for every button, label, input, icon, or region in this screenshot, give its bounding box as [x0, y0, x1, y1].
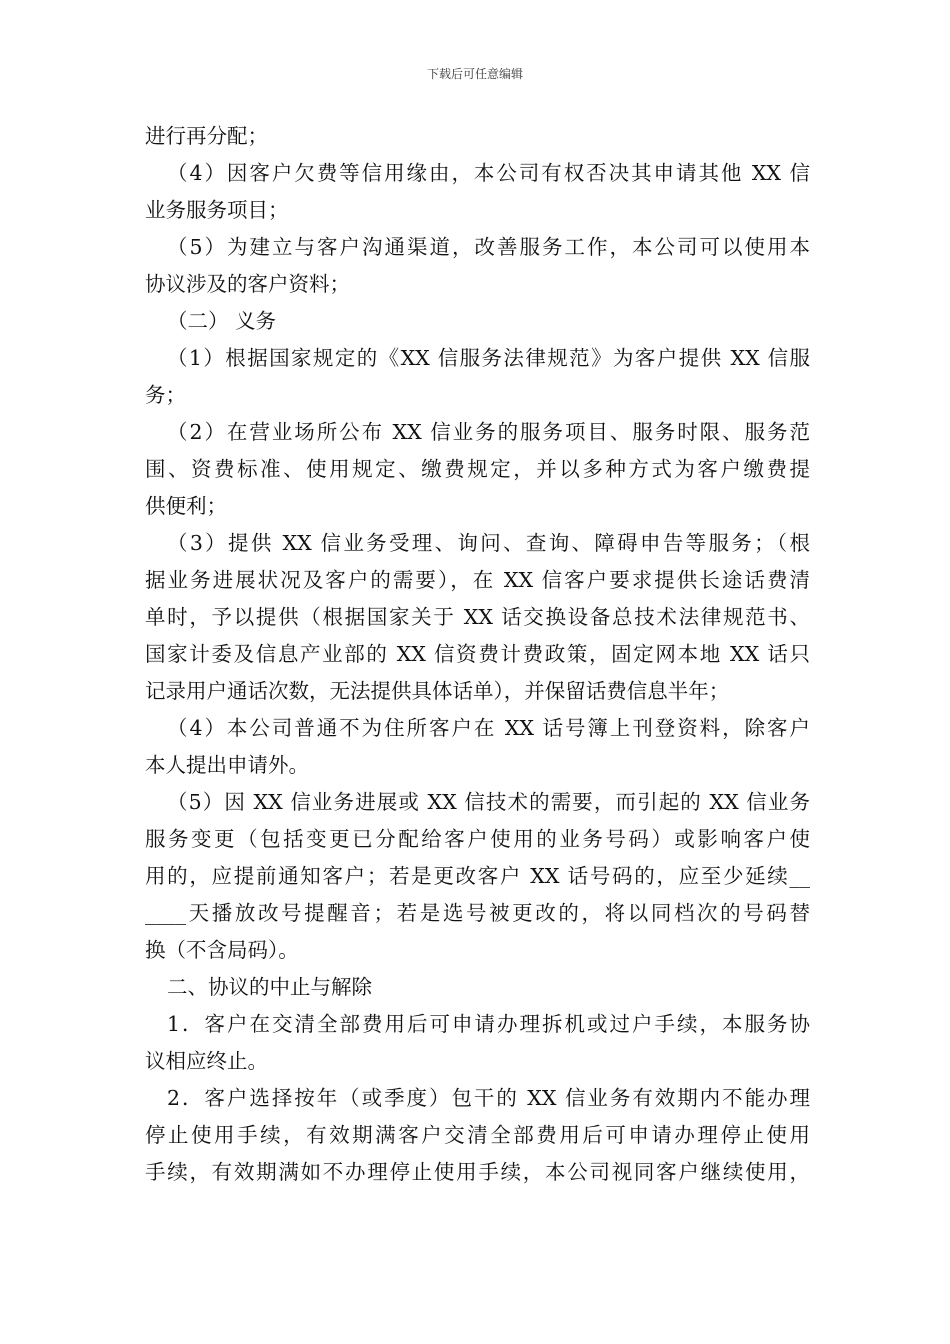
text-line: 据业务进展状况及客户的需要），在 XX 信客户要求提供长途话费清: [145, 568, 810, 592]
text-line: 服务变更（包括变更已分配给客户使用的业务号码）或影响客户使: [145, 827, 810, 851]
text-line: 协议涉及的客户资料；: [145, 272, 350, 296]
page-header: 下载后可任意编辑: [426, 67, 523, 81]
text-line: 停止使用手续，有效期满客户交清全部费用后可申请办理停止使用: [145, 1123, 810, 1147]
text-line: 业务服务项目；: [145, 198, 289, 222]
text-line: 换（不含局码）。: [145, 938, 299, 962]
text-line: 国家计委及信息产业部的 XX 信资费计费政策，固定网本地 XX 话只: [145, 642, 810, 666]
text-line: （2）在营业场所公布 XX 信业务的服务项目、服务时限、服务范: [167, 420, 810, 444]
text-line: 记录用户通话次数，无法提供具体话单），并保留话费信息半年；: [145, 679, 730, 703]
text-line: 单时，予以提供（根据国家关于 XX 话交换设备总技术法律规范书、: [145, 605, 810, 629]
text-line: （5）为建立与客户沟通渠道，改善服务工作，本公司可以使用本: [167, 235, 810, 259]
text-line: 本人提出申请外。: [145, 753, 309, 777]
text-line: （5）因 XX 信业务进展或 XX 信技术的需要，而引起的 XX 信业务: [167, 790, 810, 814]
document-body: [145, 118, 810, 1191]
text-line: （二） 义务: [167, 309, 277, 333]
text-line: 供便利；: [145, 494, 227, 518]
text-line: 1．客户在交清全部费用后可申请办理拆机或过户手续，本服务协: [167, 1012, 810, 1036]
text-line: （4）本公司普通不为住所客户在 XX 话号簿上刊登资料，除客户: [167, 716, 810, 740]
text-line: 议相应终止。: [145, 1049, 268, 1073]
text-line: 2．客户选择按年（或季度）包干的 XX 信业务有效期内不能办理: [167, 1086, 810, 1110]
text-line: （3）提供 XX 信业务受理、询问、查询、障碍申告等服务；（根: [167, 531, 810, 555]
text-line: 用的，应提前通知客户；若是更改客户 XX 话号码的，应至少延续__: [145, 864, 810, 888]
text-line: 进行再分配；: [145, 124, 268, 148]
text-line: 二、协议的中止与解除: [167, 975, 372, 999]
text-line: 务；: [145, 383, 186, 407]
text-line: 围、资费标准、使用规定、缴费规定，并以多种方式为客户缴费提: [145, 457, 810, 481]
text-line: （4）因客户欠费等信用缘由，本公司有权否决其申请其他 XX 信: [167, 161, 810, 185]
text-line: （1）根据国家规定的《XX 信服务法律规范》为客户提供 XX 信服: [167, 346, 810, 370]
text-line: ____天播放改号提醒音；若是选号被更改的，将以同档次的号码替: [145, 901, 810, 925]
text-line: 手续，有效期满如不办理停止使用手续，本公司视同客户继续使用，: [145, 1160, 810, 1184]
